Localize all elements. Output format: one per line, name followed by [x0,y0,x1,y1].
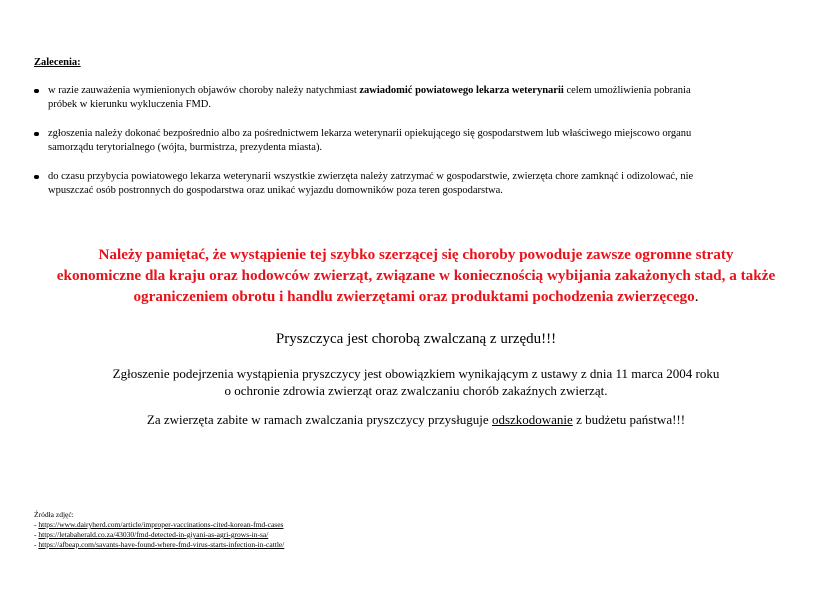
source-link[interactable]: https://www.dairyherd.com/article/improper-vaccinations-cited-korean-fmd-cases [38,520,284,529]
recommendation-text: próbek w kierunku wykluczenia FMD. [48,98,212,110]
compensation-keyword: odszkodowanie [491,412,573,427]
warning-period: . [694,288,699,305]
recommendation-text: celem umożliwienia pobrania [563,85,691,96]
warning-line: Należy pamiętać, że wystąpienie tej szybko szerzącej się choroby powoduje zawsze ogromne straty [98,246,734,263]
recommendation-text: samorządu terytorialnego (wójta, burmistrza, prezydenta miasta). [48,141,323,153]
source-link[interactable]: https://letabaherald.co.za/43030/fmd-detected-in-giyani-as-agri-grows-in-sa/ [38,530,269,539]
warning-line: ograniczeniem obrotu i handlu zwierzętami oraz produktami pochodzenia zwierzęcego [133,288,695,305]
source-link[interactable]: https://afbeap.com/savants-have-found-where-fmd-virus-starts-infection-in-cattle/ [38,540,285,549]
recommendation-emphasis: zawiadomić powiatowego lekarza weterynarii [359,85,564,96]
compensation-notice [40,412,792,428]
recommendation-item [34,127,784,154]
official-disease-statement: Pryszczyca jest chorobą zwalczaną z urzędu!!! [275,331,557,347]
source-dash: - [34,520,39,529]
bullet-icon [34,132,39,137]
source-item [34,540,284,550]
notice-line: Zgłoszenie podejrzenia wystąpienia pryszczycy jest obowiązkiem wynikającym z ustawy z dnia 11 marca 2004 roku [112,366,720,381]
recommendation-text: zgłoszenia należy dokonać bezpośrednio albo za pośrednictwem lekarza weterynarii opiekującego się gospodarstwem lub właściwego miejscowo organu [48,128,692,139]
recommendation-text: wpuszczać osób postronnych do gospodarstwa oraz unikać wyjazdu domowników poza teren gospodarstwa. [48,184,503,196]
reporting-obligation-notice [40,366,792,399]
bullet-icon [34,175,39,180]
compensation-text: Za zwierzęta zabite w ramach zwalczania pryszczycy przysługuje [146,412,492,427]
source-item [34,520,284,530]
recommendation-text: do czasu przybycia powiatowego lekarza weterynarii wszystkie zwierzęta należy zatrzymać w gospodarstwie, zwierzęta chore zamknąć i odizolować, nie [48,171,694,182]
sources-heading: Źródła zdjęć: [34,510,74,519]
source-dash: - [34,530,39,539]
compensation-text: z budżetu państwa!!! [572,412,686,427]
source-item [34,530,284,540]
recommendations-list [34,84,784,213]
notice-line: o ochronie zdrowia zwierząt oraz zwalczaniu chorób zakaźnych zwierząt. [224,382,608,398]
image-sources [34,510,284,550]
recommendations-heading: Zalecenia: [34,57,81,68]
source-dash: - [34,540,39,549]
recommendation-text: w razie zauważenia wymienionych objawów choroby należy natychmiast [48,85,360,96]
recommendation-item [34,170,784,197]
recommendation-item [34,84,784,111]
bullet-icon [34,89,39,94]
warning-line: ekonomiczne dla kraju oraz hodowców zwierząt, związane w koniecznością wybijania zakażonych stad, a także [56,267,776,284]
warning-paragraph [40,244,792,307]
